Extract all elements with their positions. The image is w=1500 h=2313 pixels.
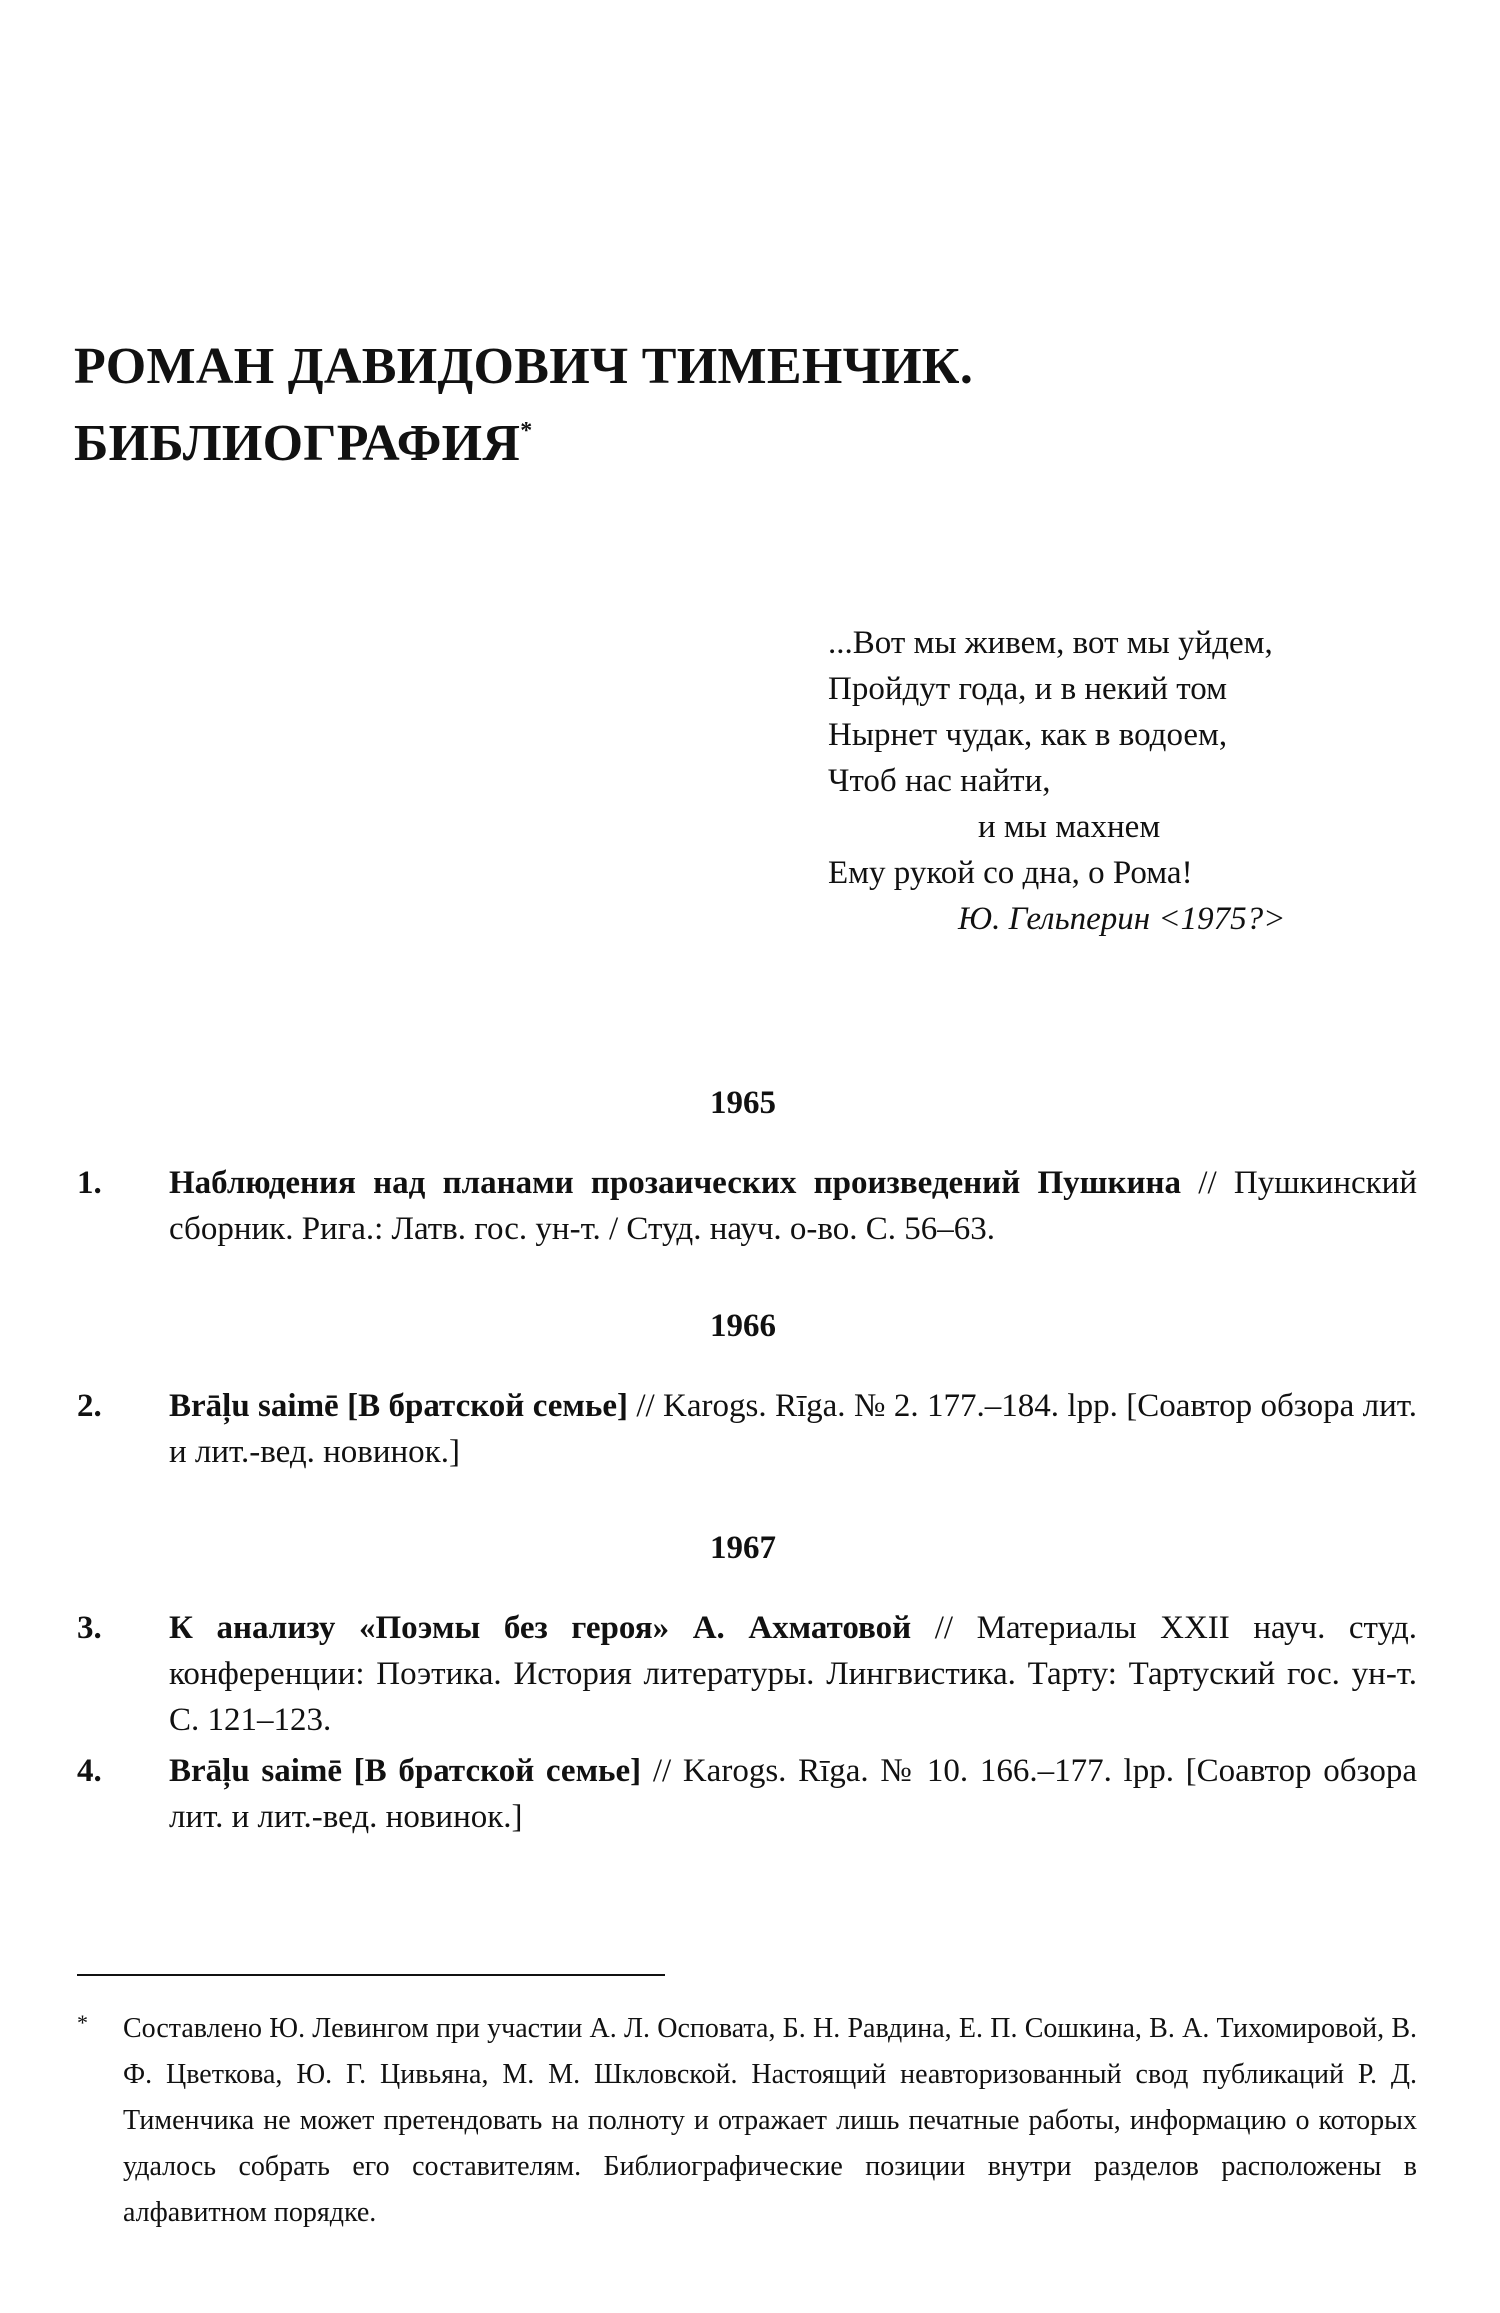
title-line-2: [74, 399, 973, 476]
epigraph-line: Чтоб нас найти,: [828, 763, 1051, 799]
epigraph-line: Пройдут года, и в некий том: [828, 671, 1228, 707]
page-title: [74, 335, 973, 476]
entry-details: // Материалы XXII науч. студ. конференции: Поэтика. История литературы. Лингвистика. Тарту: Тартуский гос. ун-т. С. 121–123.: [169, 1610, 1417, 1738]
footnote: [77, 2006, 1417, 2236]
bibliography-entry-1: [77, 1160, 1417, 1252]
entry-body: [169, 1160, 1417, 1252]
year-heading-1967: 1967: [710, 1530, 776, 1566]
entry-title: Наблюдения над планами прозаических произведений Пушкина: [169, 1165, 1182, 1201]
year-heading-1966: 1966: [710, 1308, 776, 1344]
entry-title: Brāļu saimē [В братской семье]: [169, 1388, 628, 1424]
epigraph-line: Ему рукой со дна, о Рома!: [828, 855, 1193, 891]
epigraph-line: Нырнет чудак, как в водоем,: [828, 717, 1228, 753]
entry-details: // Пушкинский сборник. Рига.: Латв. гос. ун-т. / Студ. науч. о-во. С. 56–63.: [169, 1165, 1417, 1247]
epigraph: [828, 620, 1285, 942]
epigraph-line: ...Вот мы живем, вот мы уйдем,: [828, 625, 1273, 661]
entry-number: 1.: [77, 1165, 102, 1201]
bibliography-entry-3: [77, 1605, 1417, 1743]
entry-title: К анализу «Поэмы без героя» А. Ахматовой: [169, 1610, 912, 1646]
title-line-2-text: БИБЛИОГРАФИЯ: [74, 415, 521, 472]
entry-body: [169, 1605, 1417, 1743]
epigraph-signature: Ю. Гельперин <1975?>: [958, 901, 1286, 937]
epigraph-line: и мы махнем: [978, 809, 1161, 845]
entry-details: // Karogs. Rīga. № 10. 166.–177. lpp. [Соавтор обзора лит. и лит.-вед. новинок.]: [169, 1753, 1417, 1835]
bibliography-entry-2: [77, 1383, 1417, 1475]
entry-details: // Karogs. Rīga. № 2. 177.–184. lpp. [Соавтор обзора лит. и лит.-вед. новинок.]: [169, 1388, 1417, 1470]
title-line-1: РОМАН ДАВИДОВИЧ ТИМЕНЧИК.: [74, 338, 974, 395]
entry-number: 4.: [77, 1753, 102, 1789]
entry-body: [169, 1383, 1417, 1475]
footnote-divider: [77, 1974, 665, 1976]
entry-number: 3.: [77, 1610, 102, 1646]
title-footnote-mark[interactable]: *: [520, 418, 533, 444]
footnote-text: Составлено Ю. Левингом при участии А. Л. Осповата, Б. Н. Равдина, Е. П. Сошкина, В. А. Тихомировой, В. Ф. Цветкова, Ю. Г. Цивьяна, М. М. Шкловской. Настоящий неавторизованный свод публикаций Р. Д. Тименчика не может претендовать на полноту и отражает лишь печатные работы, информацию о которых удалось собрать его составителям. Библиографические позиции внутри разделов расположены в алфавитном порядке.: [123, 2013, 1417, 2228]
bibliography-entry-4: [77, 1748, 1417, 1840]
footnote-mark: *: [77, 2010, 88, 2035]
entry-number: 2.: [77, 1388, 102, 1424]
year-heading-1965: 1965: [710, 1085, 776, 1121]
entry-title: Brāļu saimē [В братской семье]: [169, 1753, 642, 1789]
entry-body: [169, 1748, 1417, 1840]
